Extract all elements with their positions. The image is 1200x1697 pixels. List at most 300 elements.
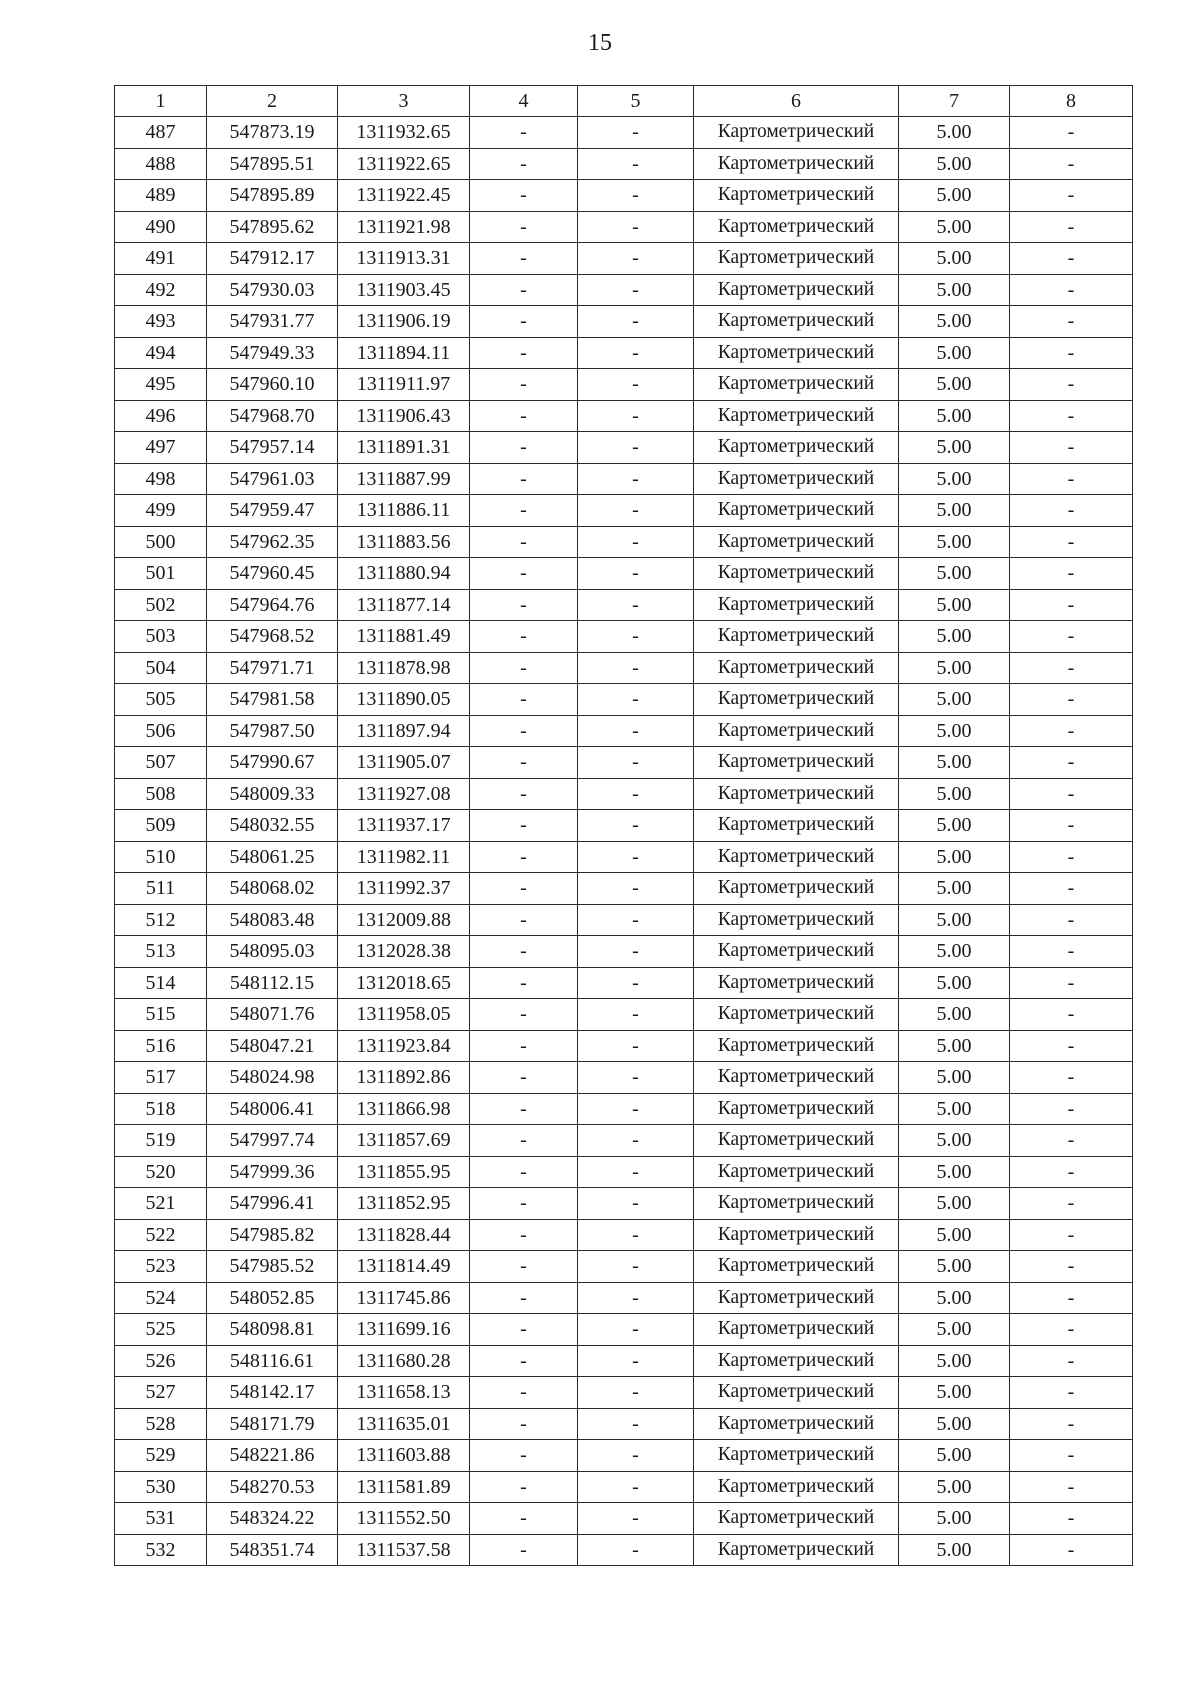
cell-point-number: 512: [115, 904, 207, 936]
cell-point-number: 524: [115, 1282, 207, 1314]
column-header-1: 1: [115, 86, 207, 117]
cell-col-5: -: [578, 211, 694, 243]
cell-col-5: -: [578, 1188, 694, 1220]
cell-col-5: -: [578, 999, 694, 1031]
cell-accuracy: 5.00: [899, 526, 1010, 558]
cell-col-4: -: [470, 778, 578, 810]
cell-accuracy: 5.00: [899, 778, 1010, 810]
cell-y-coordinate: 1311883.56: [338, 526, 470, 558]
cell-method: Картометрический: [694, 1471, 899, 1503]
cell-y-coordinate: 1311866.98: [338, 1093, 470, 1125]
cell-col-4: -: [470, 589, 578, 621]
cell-col-5: -: [578, 652, 694, 684]
cell-col-8: -: [1010, 1282, 1133, 1314]
cell-point-number: 511: [115, 873, 207, 905]
cell-y-coordinate: 1311894.11: [338, 337, 470, 369]
cell-col-4: -: [470, 652, 578, 684]
table-row: [115, 1282, 1133, 1314]
table-row: [115, 1503, 1133, 1535]
cell-col-5: -: [578, 715, 694, 747]
cell-point-number: 496: [115, 400, 207, 432]
cell-x-coordinate: 548351.74: [207, 1534, 338, 1566]
cell-accuracy: 5.00: [899, 306, 1010, 338]
cell-method: Картометрический: [694, 243, 899, 275]
cell-accuracy: 5.00: [899, 1282, 1010, 1314]
cell-col-8: -: [1010, 873, 1133, 905]
cell-point-number: 507: [115, 747, 207, 779]
cell-col-8: -: [1010, 1251, 1133, 1283]
cell-accuracy: 5.00: [899, 1471, 1010, 1503]
cell-point-number: 493: [115, 306, 207, 338]
cell-y-coordinate: 1311828.44: [338, 1219, 470, 1251]
cell-x-coordinate: 547990.67: [207, 747, 338, 779]
cell-accuracy: 5.00: [899, 400, 1010, 432]
cell-x-coordinate: 547895.89: [207, 180, 338, 212]
cell-point-number: 517: [115, 1062, 207, 1094]
cell-x-coordinate: 548047.21: [207, 1030, 338, 1062]
cell-point-number: 514: [115, 967, 207, 999]
cell-y-coordinate: 1311897.94: [338, 715, 470, 747]
table-row: [115, 1219, 1133, 1251]
cell-point-number: 488: [115, 148, 207, 180]
cell-point-number: 509: [115, 810, 207, 842]
table-row: [115, 306, 1133, 338]
cell-accuracy: 5.00: [899, 463, 1010, 495]
cell-col-5: -: [578, 526, 694, 558]
cell-method: Картометрический: [694, 211, 899, 243]
cell-accuracy: 5.00: [899, 810, 1010, 842]
cell-col-5: -: [578, 1534, 694, 1566]
cell-method: Картометрический: [694, 526, 899, 558]
cell-method: Картометрический: [694, 1314, 899, 1346]
table-row: [115, 180, 1133, 212]
cell-col-5: -: [578, 558, 694, 590]
cell-method: Картометрический: [694, 873, 899, 905]
cell-y-coordinate: 1311603.88: [338, 1440, 470, 1472]
cell-col-4: -: [470, 621, 578, 653]
cell-method: Картометрический: [694, 936, 899, 968]
cell-y-coordinate: 1311906.19: [338, 306, 470, 338]
cell-col-5: -: [578, 841, 694, 873]
cell-col-5: -: [578, 1408, 694, 1440]
cell-point-number: 523: [115, 1251, 207, 1283]
cell-col-5: -: [578, 369, 694, 401]
cell-y-coordinate: 1311581.89: [338, 1471, 470, 1503]
cell-accuracy: 5.00: [899, 495, 1010, 527]
cell-y-coordinate: 1311958.05: [338, 999, 470, 1031]
cell-col-4: -: [470, 337, 578, 369]
cell-x-coordinate: 548061.25: [207, 841, 338, 873]
table-row: [115, 1030, 1133, 1062]
cell-col-8: -: [1010, 400, 1133, 432]
coordinates-table: [114, 85, 1133, 1566]
cell-col-8: -: [1010, 211, 1133, 243]
cell-col-5: -: [578, 904, 694, 936]
cell-point-number: 515: [115, 999, 207, 1031]
cell-x-coordinate: 547912.17: [207, 243, 338, 275]
cell-col-8: -: [1010, 1156, 1133, 1188]
cell-col-4: -: [470, 873, 578, 905]
cell-y-coordinate: 1311911.97: [338, 369, 470, 401]
cell-method: Картометрический: [694, 967, 899, 999]
cell-point-number: 492: [115, 274, 207, 306]
cell-x-coordinate: 548116.61: [207, 1345, 338, 1377]
cell-method: Картометрический: [694, 1503, 899, 1535]
cell-x-coordinate: 548112.15: [207, 967, 338, 999]
cell-accuracy: 5.00: [899, 1156, 1010, 1188]
cell-y-coordinate: 1311537.58: [338, 1534, 470, 1566]
cell-method: Картометрический: [694, 1251, 899, 1283]
cell-col-5: -: [578, 873, 694, 905]
column-header-3: 3: [338, 86, 470, 117]
cell-col-5: -: [578, 1314, 694, 1346]
cell-col-4: -: [470, 1156, 578, 1188]
cell-col-8: -: [1010, 274, 1133, 306]
cell-x-coordinate: 547873.19: [207, 117, 338, 149]
cell-y-coordinate: 1311886.11: [338, 495, 470, 527]
cell-accuracy: 5.00: [899, 243, 1010, 275]
header-row: [115, 86, 1133, 117]
cell-y-coordinate: 1311890.05: [338, 684, 470, 716]
cell-accuracy: 5.00: [899, 621, 1010, 653]
cell-y-coordinate: 1311881.49: [338, 621, 470, 653]
table-row: [115, 841, 1133, 873]
cell-y-coordinate: 1311852.95: [338, 1188, 470, 1220]
cell-col-8: -: [1010, 1440, 1133, 1472]
cell-accuracy: 5.00: [899, 369, 1010, 401]
cell-col-5: -: [578, 1125, 694, 1157]
cell-method: Картометрический: [694, 337, 899, 369]
cell-accuracy: 5.00: [899, 117, 1010, 149]
cell-accuracy: 5.00: [899, 1314, 1010, 1346]
cell-method: Картометрический: [694, 1093, 899, 1125]
cell-method: Картометрический: [694, 495, 899, 527]
cell-method: Картометрический: [694, 1156, 899, 1188]
cell-col-8: -: [1010, 841, 1133, 873]
cell-x-coordinate: 547971.71: [207, 652, 338, 684]
cell-accuracy: 5.00: [899, 1219, 1010, 1251]
cell-point-number: 510: [115, 841, 207, 873]
cell-col-8: -: [1010, 1188, 1133, 1220]
table-row: [115, 463, 1133, 495]
cell-point-number: 505: [115, 684, 207, 716]
cell-point-number: 531: [115, 1503, 207, 1535]
cell-accuracy: 5.00: [899, 211, 1010, 243]
page-number: 15: [588, 30, 612, 56]
cell-col-5: -: [578, 180, 694, 212]
cell-col-5: -: [578, 1471, 694, 1503]
cell-method: Картометрический: [694, 1030, 899, 1062]
cell-col-8: -: [1010, 715, 1133, 747]
table-row: [115, 274, 1133, 306]
cell-col-5: -: [578, 1377, 694, 1409]
cell-point-number: 504: [115, 652, 207, 684]
cell-col-8: -: [1010, 967, 1133, 999]
cell-col-8: -: [1010, 1377, 1133, 1409]
cell-x-coordinate: 547999.36: [207, 1156, 338, 1188]
cell-x-coordinate: 548052.85: [207, 1282, 338, 1314]
cell-col-8: -: [1010, 432, 1133, 464]
cell-accuracy: 5.00: [899, 274, 1010, 306]
table-row: [115, 211, 1133, 243]
cell-x-coordinate: 547964.76: [207, 589, 338, 621]
table-row: [115, 747, 1133, 779]
cell-x-coordinate: 548142.17: [207, 1377, 338, 1409]
cell-y-coordinate: 1312028.38: [338, 936, 470, 968]
table-row: [115, 621, 1133, 653]
cell-col-8: -: [1010, 1093, 1133, 1125]
cell-col-5: -: [578, 337, 694, 369]
cell-accuracy: 5.00: [899, 684, 1010, 716]
cell-col-4: -: [470, 400, 578, 432]
table-row: [115, 558, 1133, 590]
cell-y-coordinate: 1311922.45: [338, 180, 470, 212]
cell-y-coordinate: 1311680.28: [338, 1345, 470, 1377]
table-row: [115, 148, 1133, 180]
cell-accuracy: 5.00: [899, 873, 1010, 905]
cell-method: Картометрический: [694, 810, 899, 842]
cell-col-4: -: [470, 1345, 578, 1377]
cell-col-8: -: [1010, 463, 1133, 495]
cell-col-4: -: [470, 1030, 578, 1062]
cell-col-5: -: [578, 621, 694, 653]
cell-col-5: -: [578, 1440, 694, 1472]
cell-y-coordinate: 1311658.13: [338, 1377, 470, 1409]
cell-col-8: -: [1010, 306, 1133, 338]
cell-y-coordinate: 1311903.45: [338, 274, 470, 306]
cell-y-coordinate: 1312009.88: [338, 904, 470, 936]
cell-x-coordinate: 547895.51: [207, 148, 338, 180]
cell-y-coordinate: 1311921.98: [338, 211, 470, 243]
table-row: [115, 1251, 1133, 1283]
cell-y-coordinate: 1311891.31: [338, 432, 470, 464]
cell-col-8: -: [1010, 652, 1133, 684]
table-row: [115, 495, 1133, 527]
table-row: [115, 778, 1133, 810]
cell-method: Картометрический: [694, 1377, 899, 1409]
cell-col-8: -: [1010, 243, 1133, 275]
cell-col-5: -: [578, 1251, 694, 1283]
cell-accuracy: 5.00: [899, 967, 1010, 999]
cell-y-coordinate: 1311932.65: [338, 117, 470, 149]
table-row: [115, 873, 1133, 905]
cell-col-8: -: [1010, 148, 1133, 180]
cell-method: Картометрический: [694, 999, 899, 1031]
column-header-8: 8: [1010, 86, 1133, 117]
cell-col-8: -: [1010, 684, 1133, 716]
cell-x-coordinate: 547931.77: [207, 306, 338, 338]
cell-col-4: -: [470, 715, 578, 747]
cell-col-5: -: [578, 117, 694, 149]
cell-x-coordinate: 547949.33: [207, 337, 338, 369]
cell-y-coordinate: 1311635.01: [338, 1408, 470, 1440]
cell-col-5: -: [578, 589, 694, 621]
cell-col-5: -: [578, 967, 694, 999]
cell-method: Картометрический: [694, 306, 899, 338]
cell-point-number: 497: [115, 432, 207, 464]
table-row: [115, 999, 1133, 1031]
cell-y-coordinate: 1311992.37: [338, 873, 470, 905]
cell-method: Картометрический: [694, 1440, 899, 1472]
cell-point-number: 489: [115, 180, 207, 212]
cell-col-5: -: [578, 747, 694, 779]
cell-col-8: -: [1010, 999, 1133, 1031]
cell-col-4: -: [470, 148, 578, 180]
cell-col-4: -: [470, 274, 578, 306]
cell-method: Картометрический: [694, 463, 899, 495]
cell-x-coordinate: 548270.53: [207, 1471, 338, 1503]
cell-point-number: 502: [115, 589, 207, 621]
cell-col-8: -: [1010, 936, 1133, 968]
cell-col-8: -: [1010, 526, 1133, 558]
cell-col-4: -: [470, 1503, 578, 1535]
cell-point-number: 516: [115, 1030, 207, 1062]
cell-col-8: -: [1010, 1219, 1133, 1251]
cell-col-5: -: [578, 1282, 694, 1314]
cell-col-4: -: [470, 841, 578, 873]
cell-col-4: -: [470, 1534, 578, 1566]
cell-col-8: -: [1010, 180, 1133, 212]
cell-col-5: -: [578, 432, 694, 464]
cell-col-4: -: [470, 1188, 578, 1220]
cell-accuracy: 5.00: [899, 1534, 1010, 1566]
cell-method: Картометрический: [694, 589, 899, 621]
cell-method: Картометрический: [694, 715, 899, 747]
cell-accuracy: 5.00: [899, 1503, 1010, 1535]
cell-col-5: -: [578, 463, 694, 495]
cell-col-8: -: [1010, 1471, 1133, 1503]
cell-col-4: -: [470, 904, 578, 936]
cell-x-coordinate: 548171.79: [207, 1408, 338, 1440]
table-row: [115, 904, 1133, 936]
cell-method: Картометрический: [694, 1408, 899, 1440]
cell-accuracy: 5.00: [899, 1251, 1010, 1283]
cell-col-5: -: [578, 400, 694, 432]
cell-x-coordinate: 547985.82: [207, 1219, 338, 1251]
cell-y-coordinate: 1311913.31: [338, 243, 470, 275]
cell-accuracy: 5.00: [899, 999, 1010, 1031]
cell-x-coordinate: 548095.03: [207, 936, 338, 968]
table-row: [115, 526, 1133, 558]
cell-method: Картометрический: [694, 274, 899, 306]
cell-x-coordinate: 547997.74: [207, 1125, 338, 1157]
cell-col-4: -: [470, 1093, 578, 1125]
cell-col-5: -: [578, 684, 694, 716]
cell-x-coordinate: 547968.52: [207, 621, 338, 653]
cell-method: Картометрический: [694, 621, 899, 653]
cell-point-number: 518: [115, 1093, 207, 1125]
cell-x-coordinate: 547968.70: [207, 400, 338, 432]
cell-col-5: -: [578, 1093, 694, 1125]
cell-col-5: -: [578, 1156, 694, 1188]
cell-x-coordinate: 548032.55: [207, 810, 338, 842]
cell-point-number: 532: [115, 1534, 207, 1566]
cell-accuracy: 5.00: [899, 904, 1010, 936]
cell-point-number: 519: [115, 1125, 207, 1157]
cell-point-number: 525: [115, 1314, 207, 1346]
cell-y-coordinate: 1311892.86: [338, 1062, 470, 1094]
cell-y-coordinate: 1311937.17: [338, 810, 470, 842]
cell-point-number: 495: [115, 369, 207, 401]
cell-method: Картометрический: [694, 148, 899, 180]
cell-point-number: 526: [115, 1345, 207, 1377]
cell-x-coordinate: 547961.03: [207, 463, 338, 495]
cell-point-number: 520: [115, 1156, 207, 1188]
cell-col-8: -: [1010, 621, 1133, 653]
table-row: [115, 1156, 1133, 1188]
column-header-7: 7: [899, 86, 1010, 117]
cell-col-4: -: [470, 1408, 578, 1440]
cell-method: Картометрический: [694, 1219, 899, 1251]
cell-col-4: -: [470, 306, 578, 338]
cell-accuracy: 5.00: [899, 1408, 1010, 1440]
cell-point-number: 529: [115, 1440, 207, 1472]
cell-y-coordinate: 1311699.16: [338, 1314, 470, 1346]
cell-col-8: -: [1010, 337, 1133, 369]
cell-col-4: -: [470, 1219, 578, 1251]
cell-col-8: -: [1010, 1030, 1133, 1062]
cell-col-4: -: [470, 1125, 578, 1157]
cell-col-8: -: [1010, 1534, 1133, 1566]
cell-x-coordinate: 548083.48: [207, 904, 338, 936]
table-row: [115, 1062, 1133, 1094]
cell-y-coordinate: 1311905.07: [338, 747, 470, 779]
cell-col-8: -: [1010, 1314, 1133, 1346]
table-row: [115, 337, 1133, 369]
cell-col-8: -: [1010, 778, 1133, 810]
cell-accuracy: 5.00: [899, 337, 1010, 369]
cell-point-number: 503: [115, 621, 207, 653]
table-row: [115, 1377, 1133, 1409]
cell-x-coordinate: 547957.14: [207, 432, 338, 464]
table-row: [115, 967, 1133, 999]
cell-y-coordinate: 1311857.69: [338, 1125, 470, 1157]
table-row: [115, 810, 1133, 842]
table-header: [115, 86, 1133, 117]
cell-col-4: -: [470, 495, 578, 527]
cell-col-4: -: [470, 1251, 578, 1283]
cell-accuracy: 5.00: [899, 180, 1010, 212]
cell-point-number: 494: [115, 337, 207, 369]
cell-x-coordinate: 548068.02: [207, 873, 338, 905]
cell-col-5: -: [578, 1030, 694, 1062]
table-row: [115, 1188, 1133, 1220]
cell-col-8: -: [1010, 558, 1133, 590]
cell-method: Картометрический: [694, 1188, 899, 1220]
cell-point-number: 500: [115, 526, 207, 558]
cell-col-5: -: [578, 810, 694, 842]
table-row: [115, 432, 1133, 464]
table-row: [115, 1471, 1133, 1503]
table-row: [115, 1534, 1133, 1566]
cell-col-4: -: [470, 558, 578, 590]
cell-x-coordinate: 547962.35: [207, 526, 338, 558]
cell-y-coordinate: 1311552.50: [338, 1503, 470, 1535]
cell-method: Картометрический: [694, 1345, 899, 1377]
cell-x-coordinate: 547960.45: [207, 558, 338, 590]
cell-point-number: 508: [115, 778, 207, 810]
cell-y-coordinate: 1311855.95: [338, 1156, 470, 1188]
cell-col-4: -: [470, 526, 578, 558]
cell-y-coordinate: 1311877.14: [338, 589, 470, 621]
cell-method: Картометрический: [694, 778, 899, 810]
table-row: [115, 652, 1133, 684]
cell-accuracy: 5.00: [899, 747, 1010, 779]
cell-method: Картометрический: [694, 684, 899, 716]
cell-y-coordinate: 1311814.49: [338, 1251, 470, 1283]
cell-accuracy: 5.00: [899, 1345, 1010, 1377]
cell-col-8: -: [1010, 1408, 1133, 1440]
